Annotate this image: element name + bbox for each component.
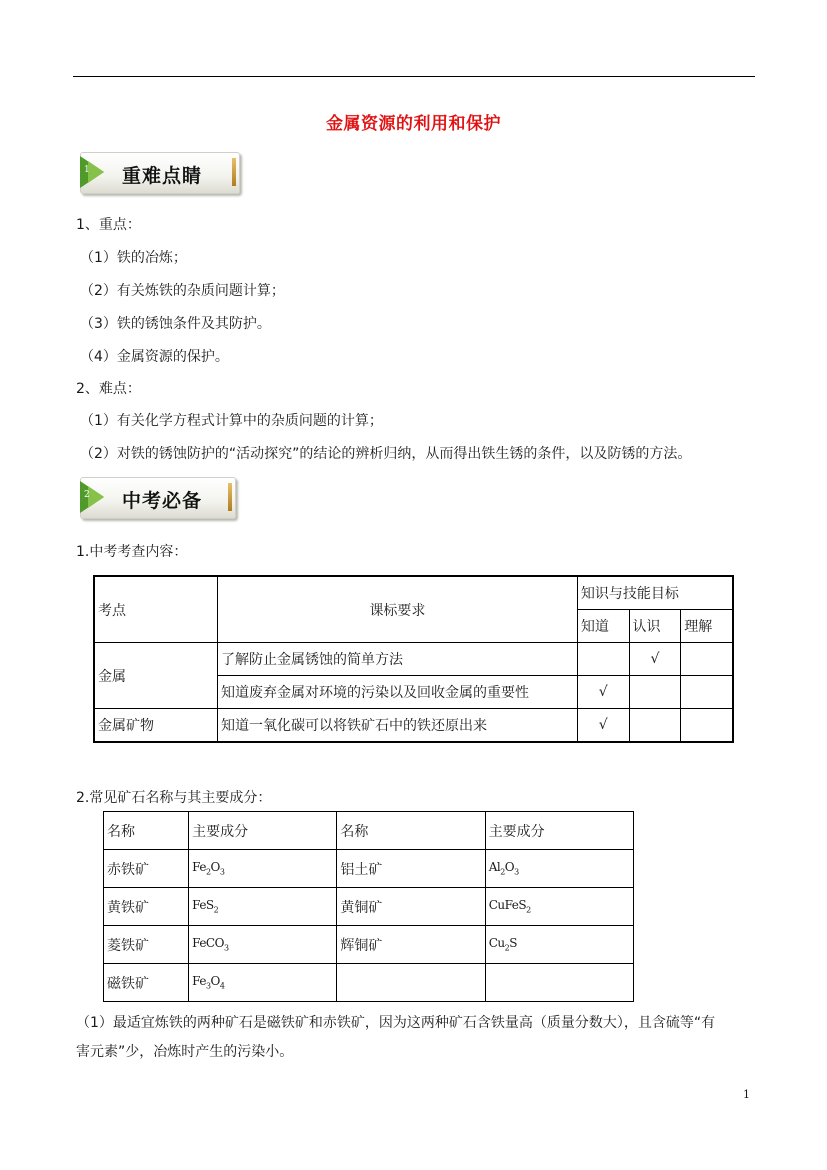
requirement-cell: 了解防止金属锈蚀的简单方法 bbox=[218, 643, 578, 676]
curriculum-table bbox=[93, 575, 734, 743]
section-badge-1 bbox=[80, 152, 240, 192]
header-rule bbox=[73, 76, 755, 77]
focus-item: （2）有关炼铁的杂质问题计算； bbox=[80, 283, 285, 299]
check-mark: √ bbox=[577, 676, 629, 709]
ore-name: 赤铁矿 bbox=[104, 850, 189, 888]
difficulty-item: （2）对铁的锈蚀防护的“活动探究”的结论的辨析归纳，从而得出铁生锈的条件，以及防锈的方法。 bbox=[80, 446, 692, 462]
badge-bar bbox=[228, 483, 232, 511]
ores-heading: 2.常见矿石名称与其主要成分： bbox=[76, 790, 272, 806]
header-know: 知道 bbox=[577, 610, 629, 643]
point-cell: 金属 bbox=[94, 643, 218, 709]
ore-name bbox=[337, 964, 485, 1002]
point-cell: 金属矿物 bbox=[94, 709, 218, 743]
difficulty-heading: 2、难点： bbox=[76, 381, 141, 397]
ore-header: 主要成分 bbox=[485, 812, 633, 850]
requirement-cell: 知道废弃金属对环境的污染以及回收金属的重要性 bbox=[218, 676, 578, 709]
check-mark bbox=[681, 709, 733, 743]
header-recognize: 认识 bbox=[629, 610, 681, 643]
check-mark: √ bbox=[577, 709, 629, 743]
ore-name: 辉铜矿 bbox=[337, 926, 485, 964]
ore-formula: $Al_2O_3$ bbox=[485, 850, 633, 888]
check-mark bbox=[577, 643, 629, 676]
section-label: 中考必备 bbox=[122, 490, 203, 512]
focus-item: （3）铁的锈蚀条件及其防护。 bbox=[80, 316, 271, 332]
focus-item: （1）铁的冶炼； bbox=[80, 250, 187, 266]
header-requirement: 课标要求 bbox=[218, 576, 578, 643]
ore-name: 铝土矿 bbox=[337, 850, 485, 888]
requirement-cell: 知道一氧化碳可以将铁矿石中的铁还原出来 bbox=[218, 709, 578, 743]
exam-heading: 1.中考考查内容： bbox=[76, 544, 188, 560]
check-mark bbox=[629, 709, 681, 743]
page-title: 金属资源的利用和保护 bbox=[326, 114, 501, 134]
header-understand: 理解 bbox=[681, 610, 733, 643]
ore-formula: FeS$_2$ bbox=[189, 888, 337, 926]
ore-formula: CuFeS$_2$ bbox=[485, 888, 633, 926]
ore-header: 名称 bbox=[337, 812, 485, 850]
section-label: 重难点睛 bbox=[122, 165, 203, 187]
ore-name: 磁铁矿 bbox=[104, 964, 189, 1002]
header-goal: 知识与技能目标 bbox=[577, 576, 733, 610]
ore-formula: FeCO$_3$ bbox=[189, 926, 337, 964]
ore-name: 黄铁矿 bbox=[104, 888, 189, 926]
ore-formula bbox=[485, 964, 633, 1002]
check-mark: √ bbox=[629, 643, 681, 676]
note-paragraph bbox=[76, 1009, 756, 1067]
ore-table bbox=[103, 811, 634, 1002]
page-number: 1 bbox=[743, 1088, 750, 1101]
ore-header: 名称 bbox=[104, 812, 189, 850]
section-badge-2 bbox=[80, 477, 236, 517]
difficulty-item: （1）有关化学方程式计算中的杂质问题的计算； bbox=[80, 413, 383, 429]
note-line: 害元素”少，冶炼时产生的污染小。 bbox=[76, 1044, 294, 1060]
section-number: 2 bbox=[84, 490, 90, 500]
header-point: 考点 bbox=[94, 576, 218, 643]
focus-heading: 1、重点： bbox=[76, 217, 141, 233]
check-mark bbox=[629, 676, 681, 709]
badge-bar bbox=[232, 158, 236, 186]
ore-formula: $Cu_2S$ bbox=[485, 926, 633, 964]
ore-header: 主要成分 bbox=[189, 812, 337, 850]
check-mark bbox=[681, 643, 733, 676]
ore-formula: $Fe_3O_4$ bbox=[189, 964, 337, 1002]
ore-name: 黄铜矿 bbox=[337, 888, 485, 926]
check-mark bbox=[681, 676, 733, 709]
ore-formula: $Fe_2O_3$ bbox=[189, 850, 337, 888]
note-line: （1）最适宜炼铁的两种矿石是磁铁矿和赤铁矿，因为这两种矿石含铁量高（质量分数大），且含硫等“有 bbox=[76, 1015, 716, 1031]
section-number: 1 bbox=[84, 165, 90, 175]
ore-name: 菱铁矿 bbox=[104, 926, 189, 964]
focus-item: （4）金属资源的保护。 bbox=[80, 349, 229, 365]
